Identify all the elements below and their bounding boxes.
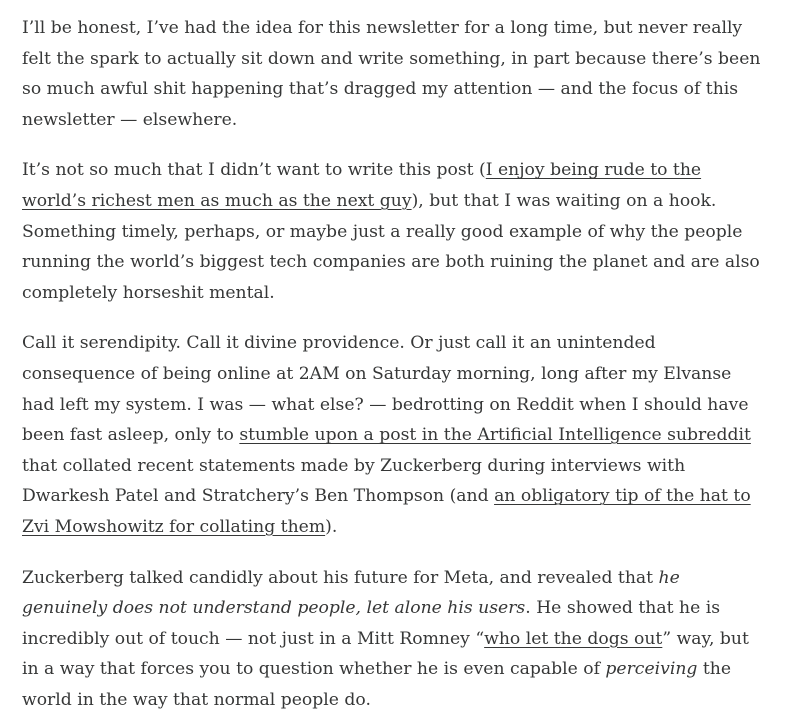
emphasis-does-not-understand: he genuinely does not understand people, let alone his users — [22, 567, 680, 619]
paragraph-zuckerberg-text-3: ” way, but in a way that forces you to question whether he is even capable of — [22, 628, 749, 680]
paragraph-hook-text-1: It’s not so much that I didn’t want to write this post ( — [22, 160, 486, 181]
paragraph-hook-text-2: ), but that I was waiting on a hook. Something timely, perhaps, or maybe just a really good example of why the people running the world’s biggest tech companies are both ruining the planet and are also completely horseshit mental. — [22, 190, 760, 303]
paragraph-zuckerberg-text-1: Zuckerberg talked candidly about his future for Meta, and revealed that — [22, 567, 659, 588]
paragraph-zuckerberg-text-2: . He showed that he is incredibly out of touch — not just in a Mitt Romney “ — [22, 598, 721, 649]
paragraph-serendipity-text-3: ). — [325, 516, 338, 537]
paragraph-intro-text: I’ll be honest, I’ve had the idea for this newsletter for a long time, but never really felt the spark to actually sit down and write something, in part because there’s been so much awful shit happening that’s dragged my attention — and the focus of this newsletter — elsewhere. — [22, 18, 761, 130]
paragraph-serendipity-text-1: Call it serendipity. Call it divine providence. Or just call it an unintended consequence of being online at 2AM on Saturday morning, long after my Elvanse had left my system. I was — what else? — bedrotting on Reddit when I should have been fast asleep, only to — [22, 333, 749, 446]
paragraph-serendipity — [22, 328, 769, 542]
link-zvi-mowshowitz[interactable]: an obligatory tip of the hat to Zvi Mowshowitz for collating them — [22, 486, 751, 537]
paragraph-intro — [22, 13, 769, 135]
paragraph-serendipity-text-2: that collated recent statements made by Zuckerberg during interviews with Dwarkesh Patel and Stratchery’s Ben Thompson (and — [22, 455, 686, 507]
emphasis-perceiving: perceiving — [605, 659, 698, 680]
link-rude-to-richest-men[interactable]: I enjoy being rude to the world’s richest men as much as the next guy — [22, 160, 702, 211]
link-who-let-the-dogs-out[interactable]: who let the dogs out — [484, 628, 663, 649]
paragraph-zuckerberg — [22, 563, 769, 716]
paragraph-zuckerberg-text-4: the world in the way that normal people do. — [22, 659, 732, 710]
link-reddit-post[interactable]: stumble upon a post in the Artificial Intelligence subreddit — [239, 425, 751, 446]
paragraph-hook — [22, 155, 769, 308]
